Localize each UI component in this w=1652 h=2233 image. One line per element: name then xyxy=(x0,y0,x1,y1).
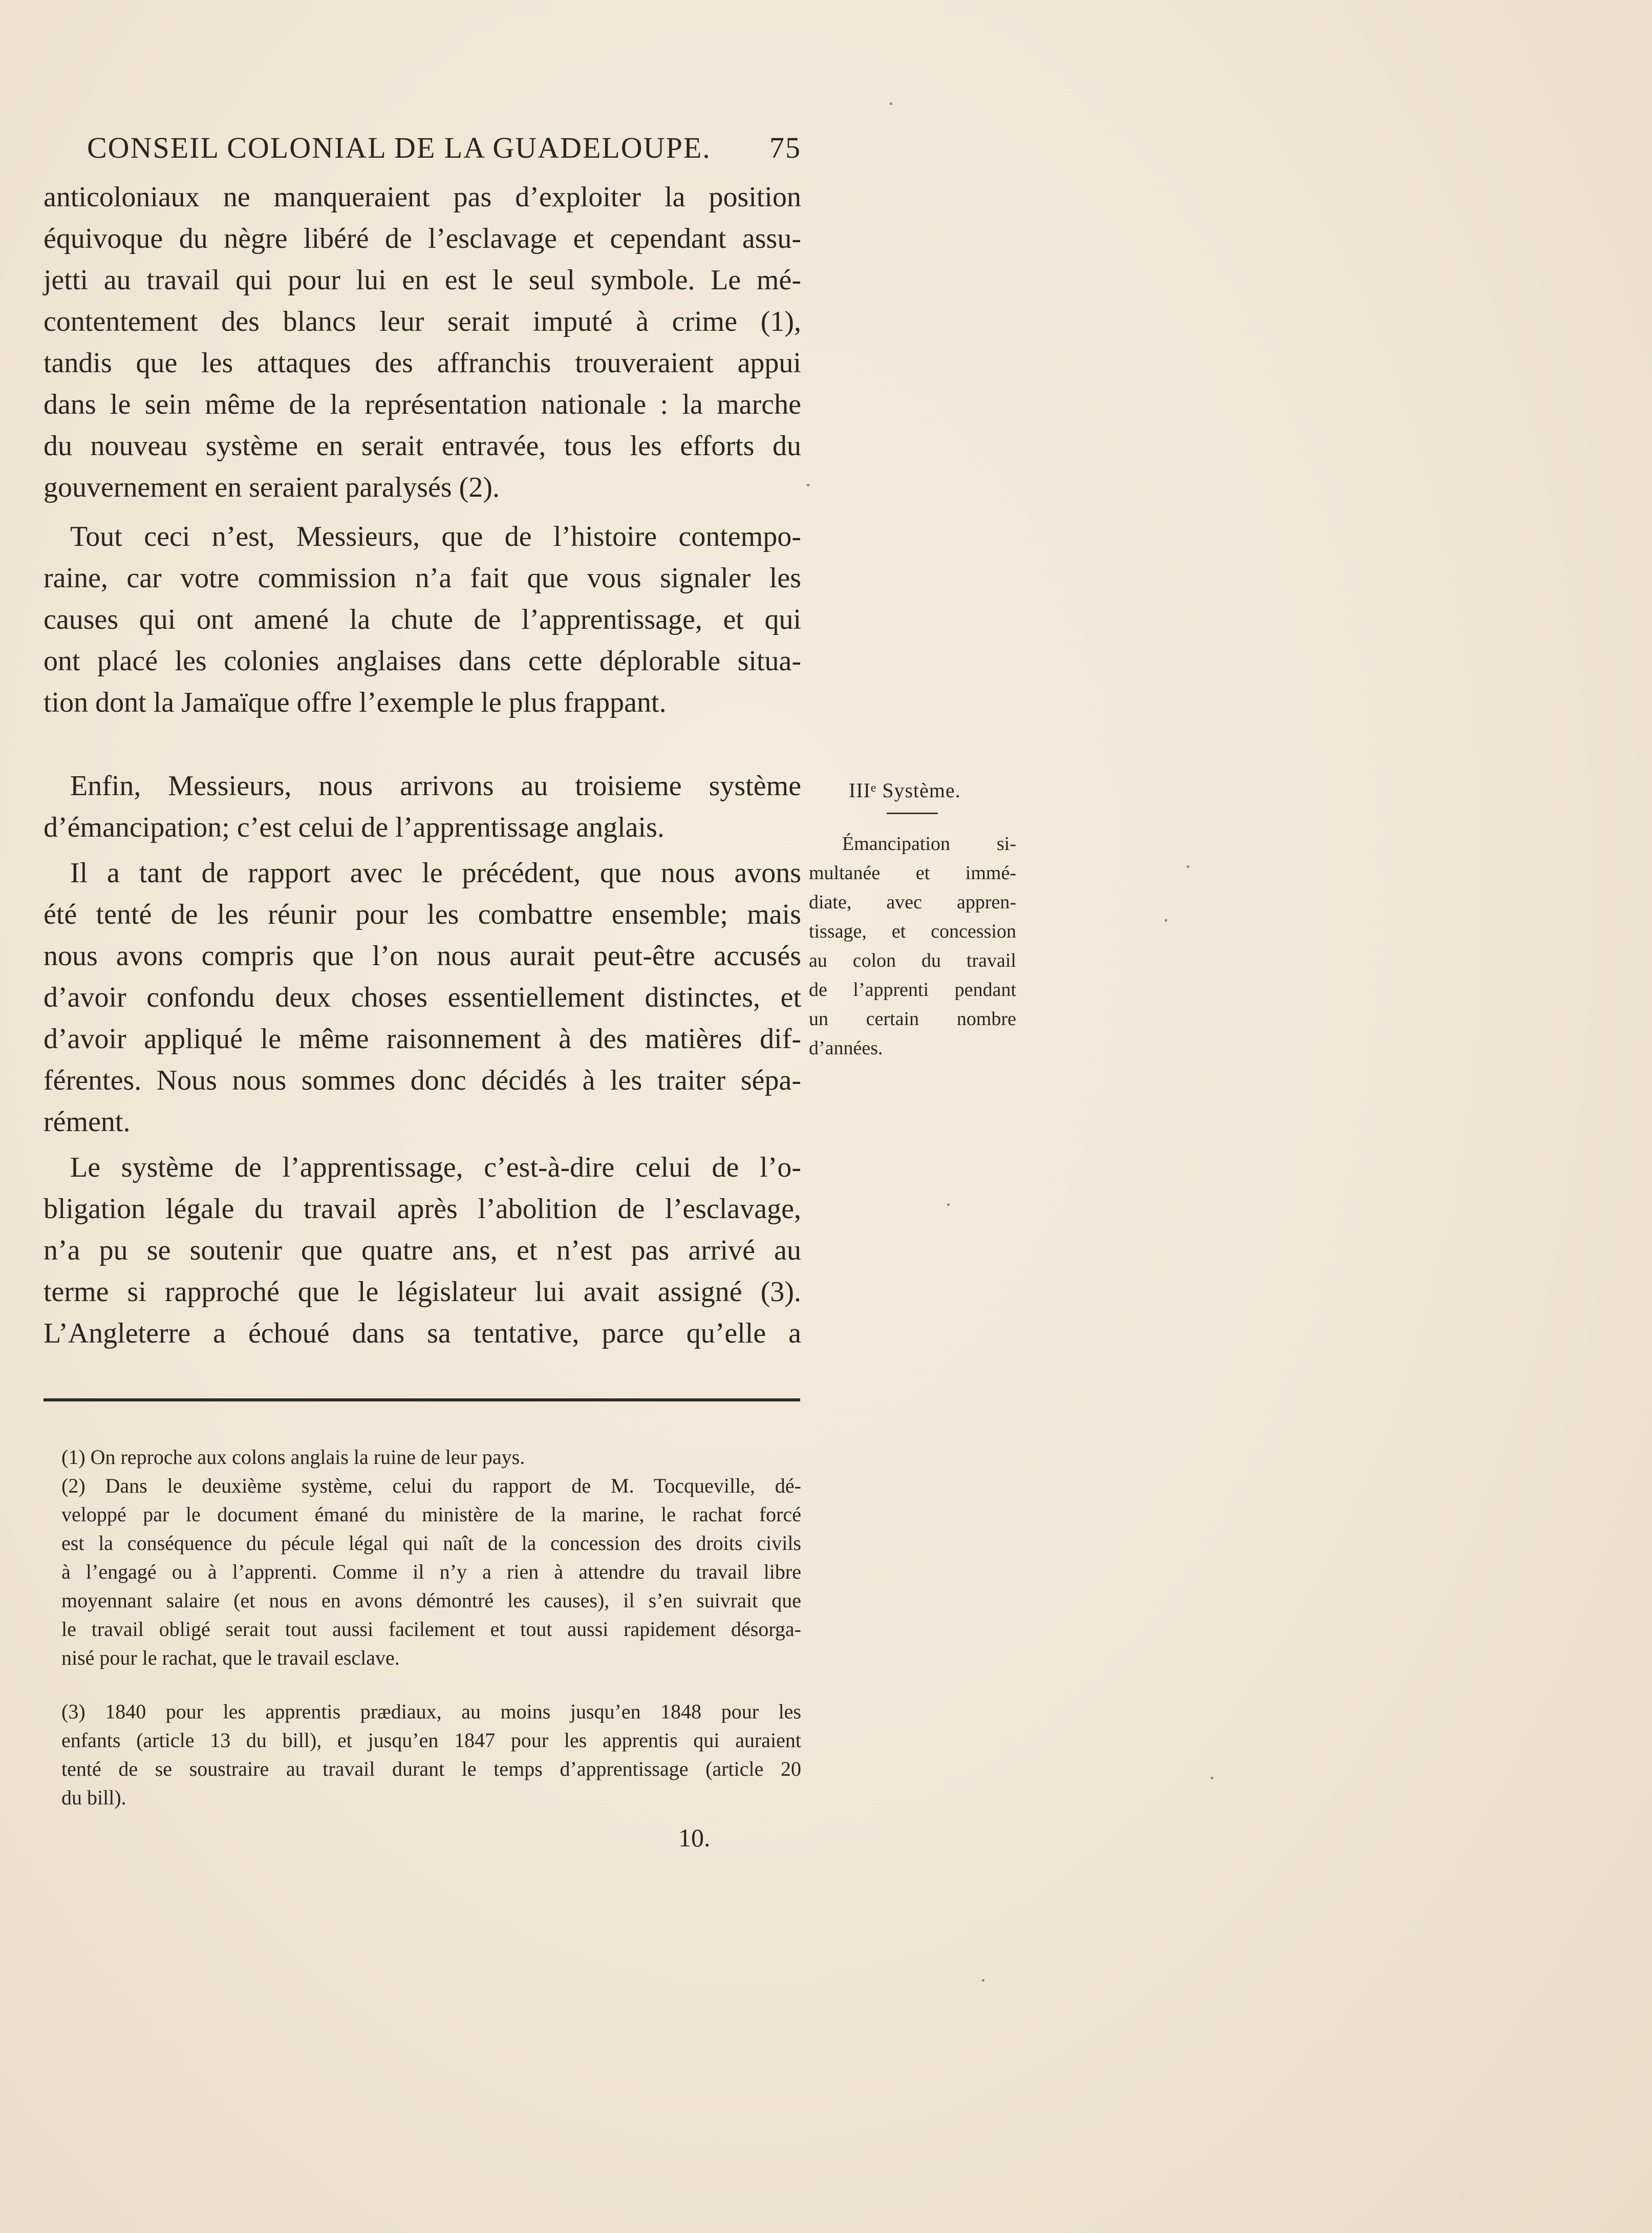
paper-speck xyxy=(1187,865,1189,868)
footnote-divider xyxy=(44,1398,800,1401)
paper-speck xyxy=(807,484,809,486)
paragraph-troisieme-systeme xyxy=(44,765,801,848)
text-line: causes qui ont amené la chute de l’apprentissage, et qui xyxy=(44,604,801,635)
text-line: tissage, et concession xyxy=(809,921,1016,942)
text-line: nous avons compris que l’on nous aurait peut-être accusés xyxy=(44,940,801,972)
paper-speck xyxy=(1165,919,1167,922)
paragraph-histoire xyxy=(44,516,801,724)
text-line: à l’engagé ou à l’apprenti. Comme il n’y a rien à attendre du travail libre xyxy=(61,1560,801,1583)
text-line: du bill). xyxy=(61,1786,126,1809)
paragraph-rapport xyxy=(44,853,801,1143)
text-line: moyennant salaire (et nous en avons démontré les causes), il s’en suivrait que xyxy=(61,1589,801,1612)
footnote-3 xyxy=(61,1697,801,1812)
text-line: raine, car votre commission n’a fait que vous signaler les xyxy=(44,562,801,594)
text-line: bligation légale du travail après l’abolition de l’esclavage, xyxy=(44,1193,801,1225)
text-line: tandis que les attaques des affranchis trouveraient appui xyxy=(44,347,801,379)
text-line: est la conséquence du pécule légal qui naît de la concession des droits civils xyxy=(61,1532,801,1555)
text-line: dans le sein même de la représentation nationale : la marche xyxy=(44,389,801,420)
text-line: équivoque du nègre libéré de l’esclavage et cependant assu- xyxy=(44,223,801,254)
text-line: anticoloniaux ne manqueraient pas d’exploiter la position xyxy=(44,181,801,213)
text-line: (1) On reproche aux colons anglais la ruine de leur pays. xyxy=(61,1445,525,1469)
text-line: le travail obligé serait tout aussi facilement et tout aussi rapidement désorga- xyxy=(61,1618,801,1641)
paragraph-apprentissage xyxy=(44,1147,801,1354)
text-line: d’avoir appliqué le même raisonnement à des matières dif- xyxy=(44,1023,801,1055)
margin-heading: IIIᵉ Système. xyxy=(849,779,961,802)
text-line: veloppé par le document émané du ministère de la marine, le rachat forcé xyxy=(61,1503,801,1526)
text-line: du nouveau système en serait entravée, tous les efforts du xyxy=(44,430,801,462)
text-line: nisé pour le rachat, que le travail esclave. xyxy=(61,1646,400,1669)
text-line: été tenté de les réunir pour les combattre ensemble; mais xyxy=(44,899,801,930)
text-line: diate, avec appren- xyxy=(809,891,1016,913)
text-line: L’Angleterre a échoué dans sa tentative, parce qu’elle a xyxy=(44,1317,801,1349)
text-line: ont placé les colonies anglaises dans cette déplorable situa- xyxy=(44,645,801,677)
text-line: d’émancipation; c’est celui de l’apprentissage anglais. xyxy=(44,812,664,843)
text-line: d’avoir confondu deux choses essentiellement distinctes, et xyxy=(44,982,801,1013)
text-line: au colon du travail xyxy=(809,950,1016,971)
footnote-1 xyxy=(61,1443,801,1472)
text-line: jetti au travail qui pour lui en est le seul symbole. Le mé- xyxy=(44,264,801,296)
text-line: un certain nombre xyxy=(809,1008,1016,1030)
text-line: multanée et immé- xyxy=(809,862,1016,884)
text-line: tion dont la Jamaïque offre l’exemple le plus frappant. xyxy=(44,687,667,718)
text-line: Le système de l’apprentissage, c’est-à-dire celui de l’o- xyxy=(70,1152,801,1183)
paper-speck xyxy=(1211,1777,1213,1779)
paper-speck xyxy=(982,1979,984,1982)
footnote-2 xyxy=(61,1472,801,1672)
text-line: de l’apprenti pendant xyxy=(809,979,1016,1001)
text-line: gouvernement en seraient paralysés (2). xyxy=(44,472,500,503)
text-line: terme si rapproché que le législateur lui avait assigné (3). xyxy=(44,1276,801,1308)
margin-note-text xyxy=(809,830,1016,1063)
paper-speck xyxy=(947,1203,950,1206)
page-number: 75 xyxy=(769,131,801,164)
text-line: férentes. Nous nous sommes donc décidés à les traiter sépa- xyxy=(44,1065,801,1096)
text-line: Tout ceci n’est, Messieurs, que de l’histoire contempo- xyxy=(70,521,801,552)
text-line: contentement des blancs leur serait imputé à crime (1), xyxy=(44,306,801,337)
text-line: rément. xyxy=(44,1106,131,1138)
text-line: (3) 1840 pour les apprentis prædiaux, au moins jusqu’en 1848 pour les xyxy=(61,1700,801,1723)
text-line: n’a pu se soutenir que quatre ans, et n’est pas arrivé au xyxy=(44,1235,801,1266)
text-line: Il a tant de rapport avec le précédent, que nous avons xyxy=(70,857,801,889)
text-line: Enfin, Messieurs, nous arrivons au troisieme système xyxy=(70,770,801,802)
text-line: Émancipation si- xyxy=(842,833,1016,855)
text-line: tenté de se soustraire au travail durant le temps d’apprentissage (article 20 xyxy=(61,1757,801,1780)
paragraph-continued xyxy=(44,177,801,508)
paper-speck xyxy=(890,102,892,105)
text-line: enfants (article 13 du bill), et jusqu’en 1847 pour les apprentis qui auraient xyxy=(61,1729,801,1752)
text-line: (2) Dans le deuxième système, celui du rapport de M. Tocqueville, dé- xyxy=(61,1474,801,1497)
signature-mark: 10. xyxy=(678,1823,711,1852)
running-title: CONSEIL COLONIAL DE LA GUADELOUPE. xyxy=(87,131,711,164)
text-line: d’années. xyxy=(809,1037,883,1059)
margin-rule xyxy=(887,813,938,814)
